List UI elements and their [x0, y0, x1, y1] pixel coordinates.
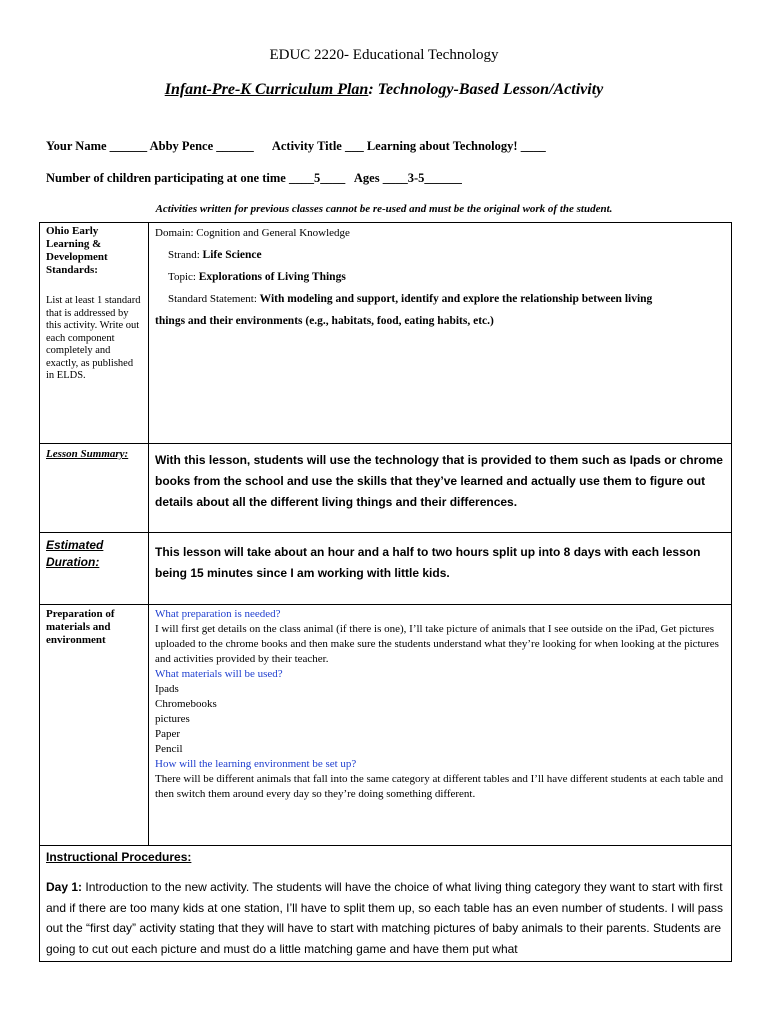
children-ages-line	[46, 171, 462, 186]
statement-label: Standard Statement:	[168, 293, 260, 305]
material-item: Paper	[155, 728, 181, 740]
course-title: EDUC 2220- Educational Technology	[269, 47, 499, 63]
material-item: Pencil	[155, 743, 183, 755]
activity-title-label: Activity Title	[271, 139, 342, 153]
environment-answer: There will be different animals that fall into the same category at different tables and I’ll have different students at each table and then switch them around every day so they’re doing something different.	[155, 773, 724, 800]
environment-question: How will the learning environment be set up?	[155, 758, 357, 770]
name-value[interactable]: ______ Abby Pence ______	[109, 139, 254, 153]
lesson-plan-table	[39, 222, 732, 962]
procedures-day1	[46, 877, 725, 959]
preparation-label: Preparation of materials and environment	[46, 608, 115, 646]
standard-statement-cont	[155, 314, 725, 328]
duration-label: Estimated Duration:	[46, 538, 104, 569]
topic-value: Explorations of Living Things	[198, 271, 346, 283]
strand-value: Life Science	[202, 249, 262, 261]
ages-value[interactable]: ____3-5______	[382, 171, 462, 185]
standards-label-cell	[40, 223, 149, 444]
document-title-rest: : Technology-Based Lesson/Activity	[368, 81, 604, 98]
activity-title-value[interactable]: ___ Learning about Technology! ____	[344, 139, 546, 153]
materials-question: What materials will be used?	[155, 668, 283, 680]
material-item: Chromebooks	[155, 698, 217, 710]
standard-topic	[155, 270, 725, 284]
statement-value-1: With modeling and support, identify and explore the relationship between living	[259, 293, 653, 305]
summary-text: With this lesson, students will use the technology that is provided to them such as Ipads or chrome books from the school and use the skills that they’ve learned and actually use them to figure out details about all the different living things and their differences.	[155, 453, 723, 509]
statement-value-2: things and their environments (e.g., habitats, food, eating habits, etc.)	[155, 315, 494, 327]
standards-label: Ohio Early Learning & Development Standards:	[46, 225, 108, 276]
standard-domain: Domain: Cognition and General Knowledge	[155, 227, 350, 239]
summary-label-cell	[40, 444, 149, 533]
procedures-heading: Instructional Procedures:	[46, 850, 192, 864]
material-item: pictures	[155, 713, 190, 725]
summary-content-cell[interactable]	[149, 444, 732, 533]
standards-row	[40, 223, 732, 444]
document-title	[0, 81, 768, 99]
summary-label: Lesson Summary:	[46, 448, 129, 460]
day1-label: Day 1:	[46, 880, 83, 894]
preparation-label-cell	[40, 605, 149, 846]
ages-label: Ages	[353, 171, 380, 185]
duration-text: This lesson will take about an hour and a half to two hours split up into 8 days with each lesson being 15 minutes since I am working with little kids.	[155, 545, 701, 580]
topic-label: Topic:	[168, 271, 199, 283]
summary-row	[40, 444, 732, 533]
children-count-value[interactable]: ____5____	[288, 171, 346, 185]
standard-strand	[155, 248, 725, 262]
preparation-row	[40, 605, 732, 846]
standards-content-cell[interactable]	[149, 223, 732, 444]
preparation-content-cell[interactable]	[149, 605, 732, 846]
procedures-row	[40, 846, 732, 962]
duration-row	[40, 533, 732, 605]
preparation-question: What preparation is needed?	[155, 608, 281, 620]
material-item: Ipads	[155, 683, 179, 695]
duration-content-cell[interactable]	[149, 533, 732, 605]
duration-label-cell	[40, 533, 149, 605]
standard-statement	[155, 292, 725, 306]
day1-text: Introduction to the new activity. The students will have the choice of what living thing category they want to start with first and if there are too many kids at one station, I’ll have to split them up, so each table has an even number of students. I will pass out the “first day” activity stating that they will have to start with matching pictures of baby animals to their parents. Students are going to cut out each picture and must do a little matching game and have them put what	[46, 880, 724, 956]
strand-label: Strand:	[168, 249, 203, 261]
document-title-underlined: Infant-Pre-K Curriculum Plan	[164, 81, 369, 98]
name-label: Your Name	[46, 139, 107, 153]
children-count-label: Number of children participating at one time	[46, 171, 286, 185]
name-activity-line	[46, 139, 546, 154]
procedures-cell[interactable]	[40, 846, 732, 962]
preparation-answer: I will first get details on the class animal (if there is one), I’ll take picture of animals that I see outside on the iPad, Get pictures uploaded to the chrome books and then make sure the students understand what they’re looking for when looking at the pictures and activities provided by their teacher.	[155, 623, 719, 665]
originality-note: Activities written for previous classes cannot be re-used and must be the original work of the student.	[155, 203, 613, 215]
standards-instructions: List at least 1 standard that is addressed by this activity. Write out each component completely and exactly, as published in ELDS.	[46, 295, 141, 381]
